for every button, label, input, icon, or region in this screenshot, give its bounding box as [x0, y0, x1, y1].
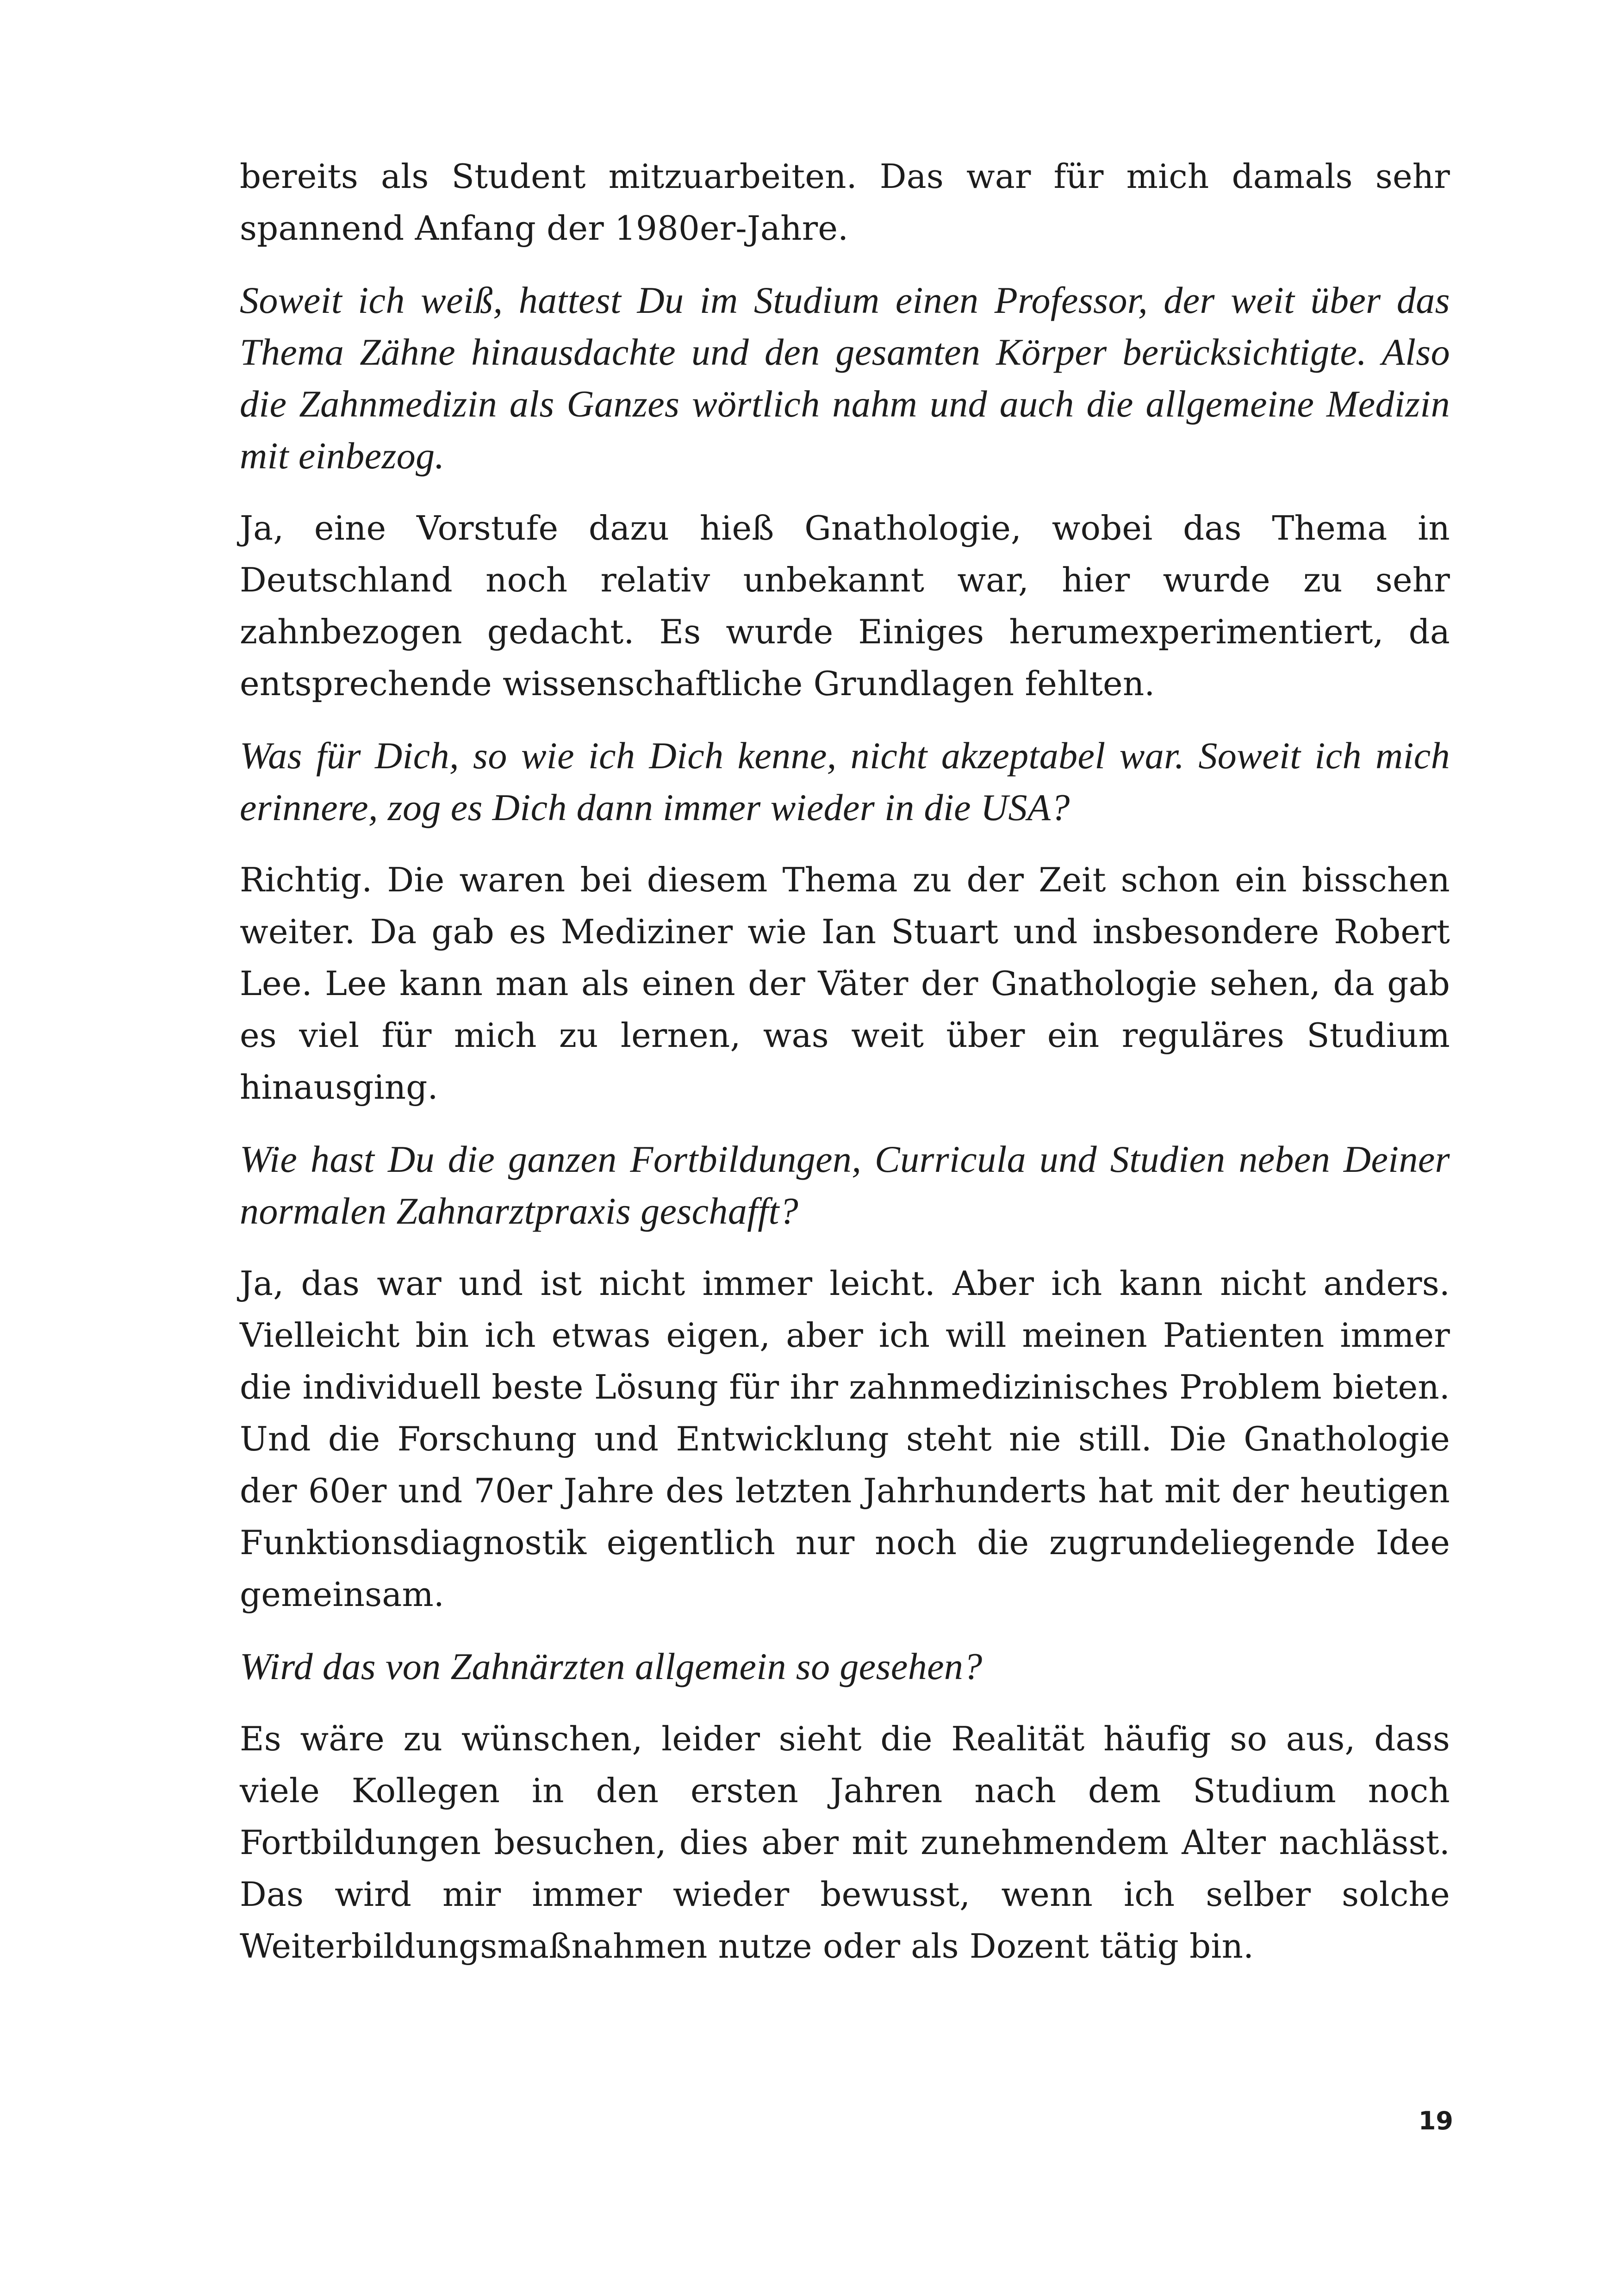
- answer-paragraph: Ja, eine Vorstufe dazu hieß Gnathologie, wobei das Thema in Deutschland noch relativ unbekannt war, hier wurde zu sehr zahnbezogen gedacht. Es wurde Einiges herumexperimentiert, da entsprechende wissenschaftliche Grundlagen fehlten.: [240, 509, 1450, 703]
- interview-text: [240, 150, 1450, 1992]
- answer-paragraph: Es wäre zu wünschen, leider sieht die Realität häufig so aus, dass viele Kollegen in den ersten Jahren nach dem Studium noch Fortbildungen besuchen, dies aber mit zunehmendem Alter nachlässt. Das wird mir immer wieder bewusst, wenn ich selber solche Weiterbildungsmaßnahmen nutze oder als Dozent tätig bin.: [240, 1719, 1450, 1966]
- answer-paragraph: Ja, das war und ist nicht immer leicht. Aber ich kann nicht anders. Vielleicht bin ich etwas eigen, aber ich will meinen Patienten immer die individuell beste Lösung für ihr zahnmedizinisches Problem bieten. Und die Forschung und Entwicklung steht nie still. Die Gnathologie der 60er und 70er Jahre des letzten Jahrhunderts hat mit der heutigen Funktionsdiagnostik eigentlich nur noch die zugrundeliegende Idee gemeinsam.: [240, 1264, 1450, 1614]
- page-number: 19: [1418, 2106, 1453, 2135]
- question-paragraph: Wird das von Zahnärzten allgemein so gesehen?: [240, 1645, 983, 1687]
- question-paragraph: Was für Dich, so wie ich Dich kenne, nicht akzeptabel war. Soweit ich mich erinnere, zog es Dich dann immer wieder in die USA?: [240, 734, 1450, 828]
- answer-paragraph: Richtig. Die waren bei diesem Thema zu der Zeit schon ein bisschen weiter. Da gab es Mediziner wie Ian Stuart und insbesondere Robert Lee. Lee kann man als einen der Väter der Gnathologie sehen, da gab es viel für mich zu lernen, was weit über ein reguläres Studium hinausging.: [240, 860, 1450, 1107]
- question-paragraph: Wie hast Du die ganzen Fortbildungen, Curricula und Studien neben Deiner normalen Zahnarztpraxis geschafft?: [240, 1138, 1450, 1232]
- question-paragraph: Soweit ich weiß, hattest Du im Studium einen Professor, der weit über das Thema Zähne hinausdachte und den gesamten Körper berücksichtigte. Also die Zahnmedizin als Ganzes wörtlich nahm und auch die allgemeine Medizin mit einbezog.: [240, 279, 1450, 477]
- answer-paragraph: bereits als Student mitzuarbeiten. Das war für mich damals sehr spannend Anfang der 1980er-Jahre.: [240, 157, 1450, 248]
